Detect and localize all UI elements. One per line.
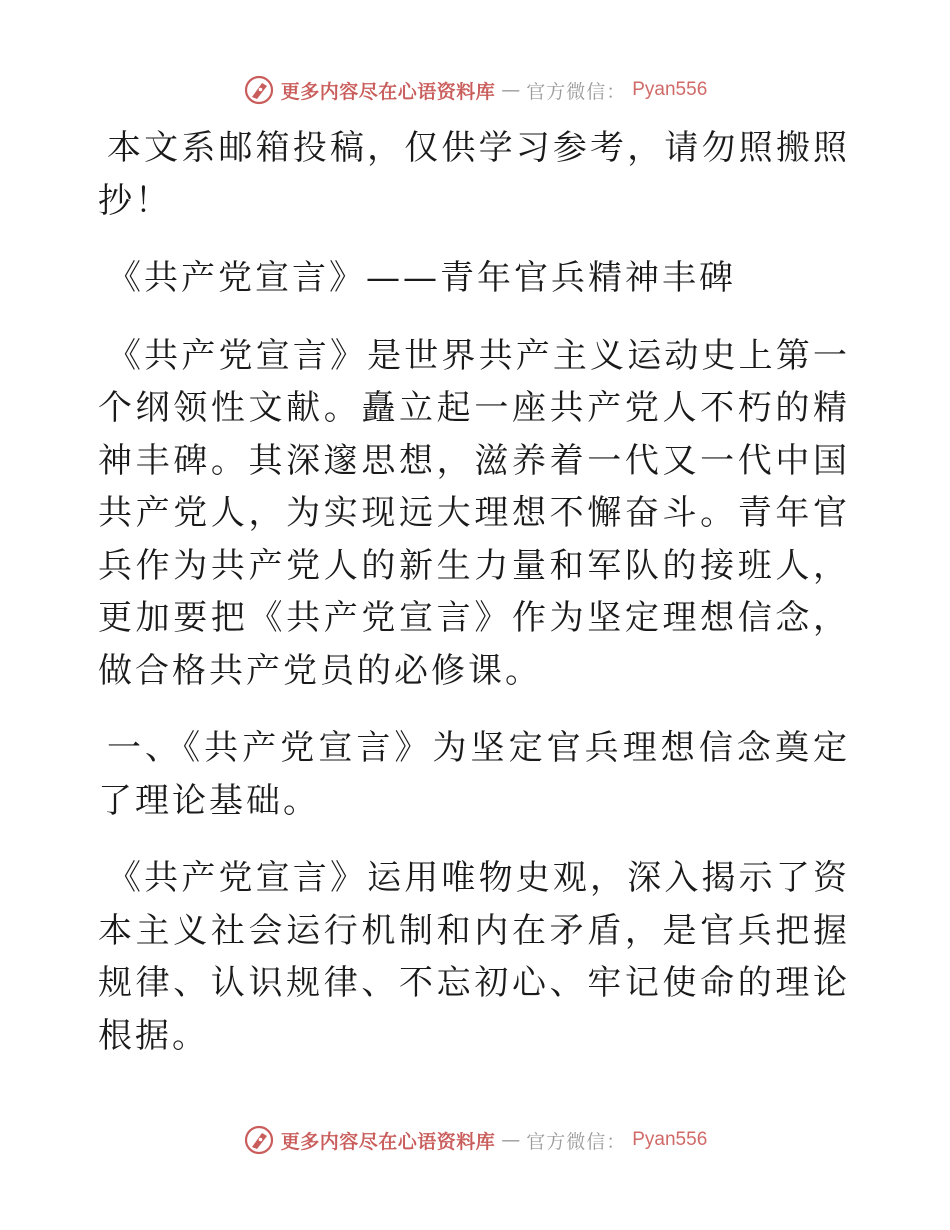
banner-site-text: 更多内容尽在心语资料库 <box>280 1130 496 1153</box>
document-title: 《共产党宣言》——青年官兵精神丰碑 <box>107 258 736 298</box>
banner-separator: — <box>501 1129 521 1151</box>
intro-notice: 本文系邮箱投稿，仅供学习参考，请勿照搬照抄！ <box>98 128 850 221</box>
banner-site-text: 更多内容尽在心语资料库 <box>280 80 496 103</box>
banner-wechat-label: 官方微信： <box>526 80 627 103</box>
banner-wechat-id: Pyan556 <box>632 1129 708 1150</box>
section-heading-1: 一、《共产党宣言》为坚定官兵理想信念奠定了理论基础。 <box>98 728 850 821</box>
paragraph-1: 《共产党宣言》是世界共产主义运动史上第一个纲领性文献。矗立起一座共产党人不朽的精神丰碑。其深邃思想，滋养着一代又一代中国共产党人，为实现远大理想不懈奋斗。青年官兵作为共产党人的新生力量和军队的接班人，更加要把《共产党宣言》作为坚定理想信念，做合格共产党员的必修课。 <box>98 335 850 691</box>
pen-nib-logo-icon <box>243 1124 275 1156</box>
banner-separator: — <box>501 79 521 101</box>
pen-nib-logo-icon <box>243 74 275 106</box>
paragraph-2: 《共产党宣言》运用唯物史观，深入揭示了资本主义社会运行机制和内在矛盾，是官兵把握规律、认识规律、不忘初心、牢记使命的理论根据。 <box>98 858 850 1056</box>
header-banner <box>0 70 950 110</box>
footer-banner <box>0 1120 950 1160</box>
banner-wechat-label: 官方微信： <box>526 1130 627 1153</box>
banner-wechat-id: Pyan556 <box>632 79 708 100</box>
document-body <box>98 122 850 1087</box>
